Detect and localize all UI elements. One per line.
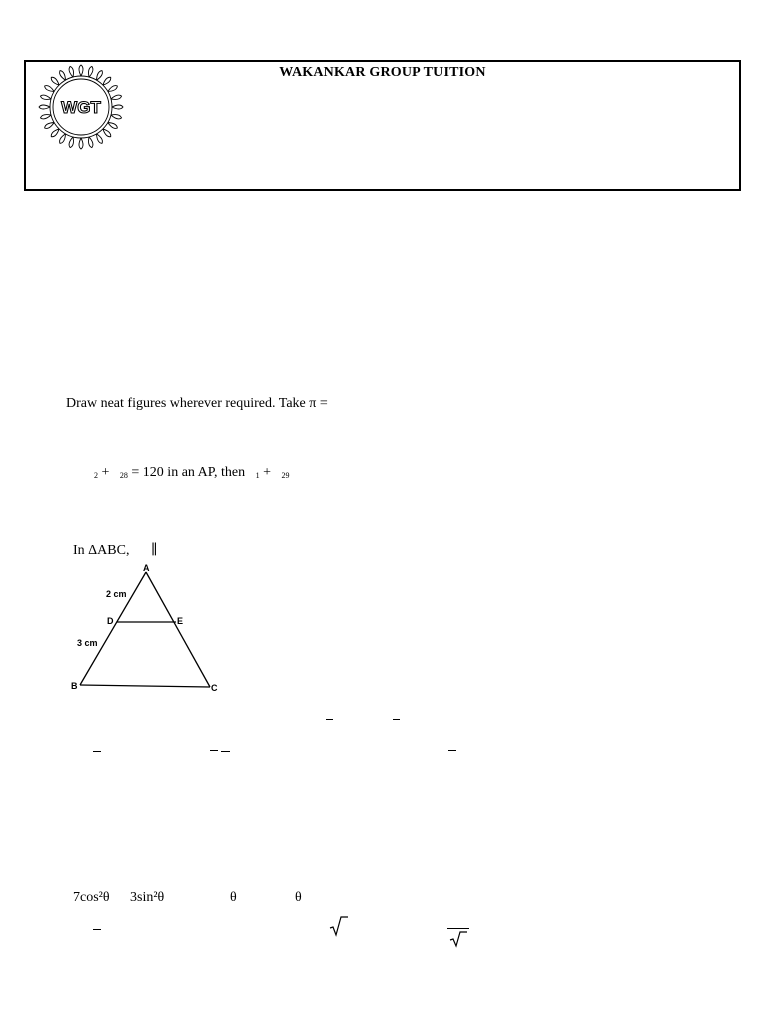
label-e: E: [177, 616, 184, 626]
fraction-bar: [447, 928, 469, 929]
length-ad: 2 cm: [106, 589, 127, 599]
length-db: 3 cm: [77, 638, 98, 648]
trig-expr-1: 7cos²θ: [73, 890, 110, 905]
fraction-bar: [221, 751, 230, 752]
fraction-bar: [210, 750, 218, 751]
header-box: [24, 60, 741, 191]
triangle-figure: [60, 560, 230, 700]
fraction-bar: [448, 750, 456, 751]
triangle-question-text: In ΔABC,: [73, 543, 130, 558]
ap-equation-text: = 120 in an AP, then: [131, 465, 246, 480]
side-ac: [146, 572, 210, 687]
side-bc: [80, 685, 210, 687]
ap-plus-2: +: [263, 465, 271, 480]
ap-plus-1: +: [101, 465, 110, 480]
triangle-question: [73, 542, 157, 559]
ap-question: [94, 465, 290, 481]
header-title: WAKANKAR GROUP TUITION: [279, 65, 486, 80]
label-a: A: [143, 563, 150, 573]
ap-subscript-1: 1: [255, 471, 260, 480]
parallel-symbol: ∥: [150, 543, 158, 558]
label-b: B: [71, 681, 78, 691]
label-c: C: [211, 683, 218, 693]
trig-theta-2: θ: [295, 890, 302, 905]
fraction-bar: [93, 929, 101, 930]
ap-subscript-2: 2: [94, 471, 98, 480]
fraction-bar: [326, 719, 333, 720]
sqrt-icon: [328, 915, 350, 937]
instructions-text: Draw neat figures wherever required. Take π =: [66, 396, 328, 411]
sqrt-icon: [448, 930, 470, 948]
ap-subscript-28: 28: [119, 471, 128, 480]
trig-theta-1: θ: [230, 890, 237, 905]
trig-expr-2: 3sin²θ: [130, 890, 165, 905]
label-d: D: [107, 616, 114, 626]
fraction-bar: [393, 719, 400, 720]
logo-text: WGT: [61, 98, 101, 117]
fraction-bar: [93, 751, 101, 752]
ap-subscript-29: 29: [281, 471, 290, 480]
